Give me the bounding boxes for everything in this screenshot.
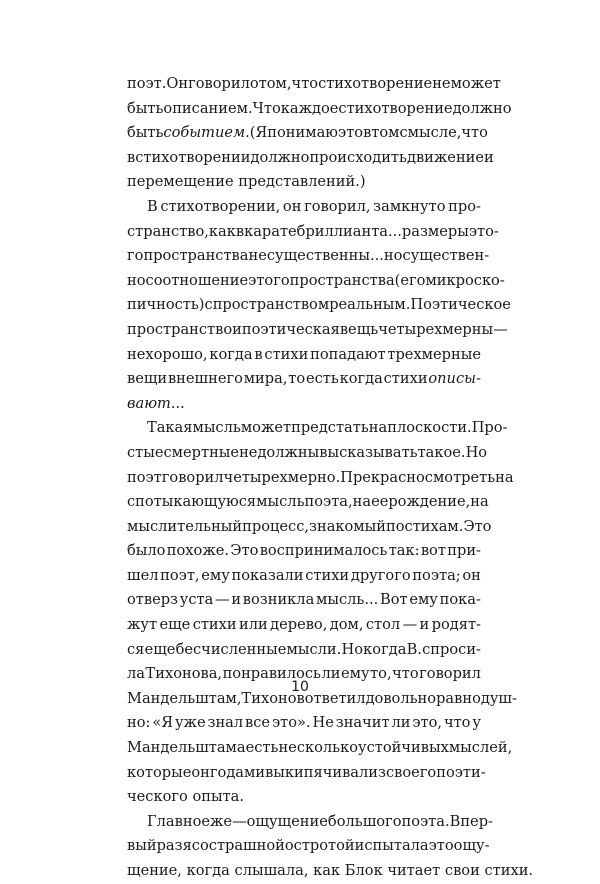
word: поэтическая <box>241 320 340 338</box>
text-line <box>127 170 481 195</box>
word: опыта. <box>192 788 245 806</box>
word: поэти- <box>436 763 486 781</box>
text-line <box>127 146 494 171</box>
word: четырехмерно. <box>223 468 341 486</box>
word: мысли. <box>286 640 342 658</box>
word: Тихонова, <box>145 665 223 683</box>
text-line <box>127 834 490 859</box>
text-line <box>127 416 508 441</box>
word: каждое <box>280 99 339 117</box>
word: значит <box>335 714 390 732</box>
word: мысль... <box>316 591 379 609</box>
word: Мандельштам, <box>127 689 242 707</box>
word: поэт <box>127 468 162 486</box>
word: существенны... <box>266 247 384 265</box>
word: пичность) <box>127 296 205 314</box>
word: возникла <box>242 591 315 609</box>
word: когда <box>339 370 383 388</box>
word: говорил <box>419 665 481 683</box>
word: (Я <box>249 124 268 142</box>
word: процесс, <box>242 517 310 535</box>
word: слышала, <box>234 862 309 879</box>
word: еще <box>144 640 176 658</box>
word: быть <box>127 124 164 142</box>
word: плоскости. <box>387 419 472 437</box>
word: в <box>254 345 263 363</box>
text-line <box>127 638 481 663</box>
word: вый <box>127 837 157 855</box>
word: пер- <box>460 812 493 830</box>
word: когда <box>209 345 253 363</box>
word: — <box>232 812 247 830</box>
word: поэта; <box>412 566 461 584</box>
text-line <box>127 244 490 269</box>
word: может <box>450 75 501 92</box>
word: вот <box>420 542 446 560</box>
word: о <box>249 75 259 92</box>
word: со <box>191 837 209 855</box>
word: ощущение <box>246 812 328 830</box>
word: Про- <box>471 419 508 437</box>
word: бесчисленные <box>175 640 287 658</box>
word: ему <box>201 566 230 584</box>
word: стихи <box>305 566 350 584</box>
word: вают... <box>127 394 185 412</box>
word: поэта, <box>304 493 353 511</box>
word: стые <box>127 443 164 461</box>
word: на <box>470 493 489 511</box>
word: существен- <box>402 247 490 265</box>
word: смысле, <box>399 124 462 142</box>
word: событием. <box>163 124 250 142</box>
word: ся <box>127 640 145 658</box>
word: пространства <box>289 271 395 289</box>
word: своего <box>385 763 437 781</box>
word: нехорошо, <box>127 345 208 363</box>
text-line <box>127 613 481 638</box>
word: пространством <box>212 296 330 314</box>
word: это <box>338 124 364 142</box>
word: — <box>215 591 230 609</box>
text-line <box>127 588 481 613</box>
word: что <box>291 75 319 92</box>
word: «Я <box>152 714 174 732</box>
word: мысль <box>256 493 305 511</box>
word: отверз <box>127 591 179 609</box>
word: представлений.) <box>238 173 366 191</box>
word: это, <box>412 714 443 732</box>
word: по <box>386 517 405 535</box>
text-line <box>127 539 481 564</box>
word: карате <box>244 222 297 240</box>
text-line <box>127 318 508 343</box>
word: мыслей, <box>448 739 513 757</box>
word: что <box>461 124 488 142</box>
word: воспринималось <box>259 542 388 560</box>
word: смертные <box>163 443 240 461</box>
word: в <box>127 148 136 166</box>
text-line <box>127 466 514 491</box>
word: шел <box>127 566 159 584</box>
word: на <box>352 493 372 511</box>
word: описы- <box>428 370 481 388</box>
word: мыслительный <box>127 517 243 535</box>
word: размеры <box>401 222 469 240</box>
word: ческого <box>127 788 188 806</box>
word: реальным. <box>329 296 411 314</box>
word: он <box>462 566 481 584</box>
word: стол <box>365 616 401 634</box>
word: В <box>147 197 158 215</box>
word: которые <box>127 763 192 781</box>
word: быть <box>127 99 164 117</box>
word: вещь <box>339 320 379 338</box>
word: Прекрасно <box>340 468 425 486</box>
word: Вот <box>380 591 408 609</box>
word: у <box>472 714 481 732</box>
word: это». <box>271 714 311 732</box>
word: и <box>231 591 242 609</box>
word: ему <box>341 665 370 683</box>
word: стихотворение <box>318 75 433 92</box>
word: предстать <box>291 419 369 437</box>
word: происходить <box>309 148 407 166</box>
word: то, <box>370 665 392 683</box>
word: уста <box>179 591 214 609</box>
word: и <box>419 616 430 634</box>
word: на <box>495 468 514 486</box>
word: спроси- <box>422 640 481 658</box>
word: это- <box>468 222 499 240</box>
word: Блок <box>344 862 383 879</box>
word: стихи <box>264 345 309 363</box>
text-line <box>127 564 481 589</box>
page-number: 10 <box>291 679 309 695</box>
word: стихотворение <box>338 99 453 117</box>
word: равнодуш- <box>436 689 517 707</box>
word: — <box>402 616 418 634</box>
word: не <box>248 247 267 265</box>
word: это <box>428 837 454 855</box>
word: устойчивых <box>358 739 449 757</box>
word: го <box>127 247 144 265</box>
word: том <box>371 124 400 142</box>
word: то <box>288 370 306 388</box>
word: остротой <box>284 837 355 855</box>
word: Что <box>252 99 281 117</box>
word: выкипячивал <box>265 763 369 781</box>
word: уже <box>174 714 206 732</box>
word: дом, <box>329 616 364 634</box>
paragraph <box>127 195 511 416</box>
word: читает <box>387 862 441 879</box>
word: движение <box>406 148 485 166</box>
word: стихам. <box>404 517 464 535</box>
word: высказывать <box>319 443 418 461</box>
word: щение, <box>127 862 182 879</box>
word: стихи <box>192 616 237 634</box>
word: стихи <box>383 370 428 388</box>
word: все <box>245 714 271 732</box>
word: пока- <box>439 591 481 609</box>
text-line <box>127 195 481 220</box>
word: спотыкающуюся <box>127 493 257 511</box>
word: есть <box>245 739 279 757</box>
body-text <box>127 72 534 884</box>
word: так: <box>388 542 420 560</box>
text-line <box>127 97 512 122</box>
word: (его <box>394 271 426 289</box>
word: мира, <box>243 370 288 388</box>
word: в <box>235 222 245 240</box>
word: Главное <box>147 812 210 830</box>
word: Тихонов <box>241 689 305 707</box>
word: родят- <box>431 616 481 634</box>
word: должно <box>250 148 310 166</box>
word: пространства <box>143 247 249 265</box>
word: Но <box>341 640 363 658</box>
paragraph <box>127 416 517 810</box>
word: показали <box>231 566 304 584</box>
word: испытала <box>354 837 429 855</box>
text-line <box>127 293 511 318</box>
word: и <box>232 320 242 338</box>
word: когда <box>363 640 407 658</box>
word: В <box>449 812 461 830</box>
word: говорил <box>188 75 250 92</box>
word: страшной <box>208 837 285 855</box>
word: когда <box>186 862 230 879</box>
word: смотреть <box>424 468 496 486</box>
word: Мандельштама <box>127 739 246 757</box>
text-line <box>127 343 481 368</box>
paragraph <box>127 72 512 195</box>
word: В. <box>406 640 422 658</box>
word: такое. <box>417 443 466 461</box>
word: внешнего <box>167 370 243 388</box>
word: понравилось <box>222 665 321 683</box>
word: Он <box>166 75 189 92</box>
word: довольно <box>365 689 437 707</box>
word: или <box>239 616 268 634</box>
word: ощу- <box>453 837 490 855</box>
word: еще <box>159 616 191 634</box>
text-line <box>127 711 481 736</box>
word: говорил, <box>304 197 371 215</box>
word: странство, <box>127 222 209 240</box>
word: замкнуто <box>373 197 446 215</box>
word: что <box>443 714 471 732</box>
text-line <box>127 220 499 245</box>
word: но: <box>127 714 151 732</box>
word: но <box>127 271 146 289</box>
text-line <box>127 490 489 515</box>
word: попадают <box>310 345 386 363</box>
text-line <box>127 367 481 392</box>
word: я <box>182 837 192 855</box>
word: что <box>392 665 419 683</box>
word: он <box>191 763 210 781</box>
text-line <box>127 785 481 810</box>
word: есть <box>305 370 339 388</box>
word: при- <box>447 542 481 560</box>
word: было <box>127 542 166 560</box>
text-line <box>127 859 534 884</box>
word: свои <box>444 862 480 879</box>
word: ла <box>127 665 145 683</box>
text-line <box>127 515 492 540</box>
paragraph <box>127 810 534 884</box>
word: раз <box>156 837 183 855</box>
word: в <box>363 124 372 142</box>
word: Это <box>463 517 492 535</box>
word: ли <box>321 665 341 683</box>
word: — <box>493 320 508 338</box>
word: бриллианта... <box>296 222 402 240</box>
word: мысль <box>192 419 241 437</box>
word: ответил <box>304 689 366 707</box>
text-line <box>127 269 505 294</box>
word: похоже. <box>166 542 230 560</box>
word: перемещение <box>127 173 234 191</box>
word: знал <box>207 714 244 732</box>
word: на <box>368 419 388 437</box>
word: не <box>432 75 451 92</box>
word: жут <box>127 616 158 634</box>
word: понимаю <box>267 124 339 142</box>
word: Но <box>465 443 488 461</box>
word: том, <box>258 75 292 92</box>
word: микроско- <box>425 271 505 289</box>
word: Это <box>230 542 259 560</box>
word: годами <box>209 763 266 781</box>
word: Поэтическое <box>410 296 511 314</box>
word: большого <box>327 812 402 830</box>
word: он <box>282 197 302 215</box>
word: ее <box>371 493 389 511</box>
word: поэт. <box>127 75 167 92</box>
word: ли <box>391 714 411 732</box>
word: поэта. <box>401 812 450 830</box>
word: четырехмерны <box>378 320 494 338</box>
word: как <box>313 862 341 879</box>
text-line <box>127 72 501 97</box>
word: не <box>239 443 258 461</box>
word: Такая <box>147 419 193 437</box>
word: ему <box>409 591 438 609</box>
word: стихотворении <box>135 148 251 166</box>
text-line <box>127 121 488 146</box>
word: другого <box>350 566 411 584</box>
text-line <box>127 761 486 786</box>
word: говорил <box>161 468 224 486</box>
word: вещи <box>127 370 168 388</box>
word: соотношение <box>145 271 249 289</box>
word: описанием. <box>163 99 253 117</box>
word: поэт, <box>160 566 200 584</box>
word: этого <box>248 271 290 289</box>
text-line <box>127 810 493 835</box>
text-line <box>127 736 513 761</box>
word: с <box>204 296 213 314</box>
word: Не <box>312 714 334 732</box>
word: но <box>383 247 403 265</box>
word: из <box>368 763 386 781</box>
word: дерево, <box>270 616 328 634</box>
word: может <box>240 419 292 437</box>
word: должны <box>257 443 320 461</box>
word: трехмерные <box>387 345 481 363</box>
word: пространство <box>127 320 233 338</box>
word: знакомый <box>309 517 387 535</box>
word: рождение, <box>388 493 471 511</box>
word: стихи. <box>484 862 534 879</box>
word: же <box>210 812 233 830</box>
word: и <box>484 148 494 166</box>
text-line <box>127 392 481 417</box>
word: несколько <box>278 739 359 757</box>
text-line <box>127 441 488 466</box>
word: про- <box>448 197 481 215</box>
word: как <box>208 222 236 240</box>
word: стихотворении, <box>160 197 281 215</box>
word: должно <box>452 99 512 117</box>
